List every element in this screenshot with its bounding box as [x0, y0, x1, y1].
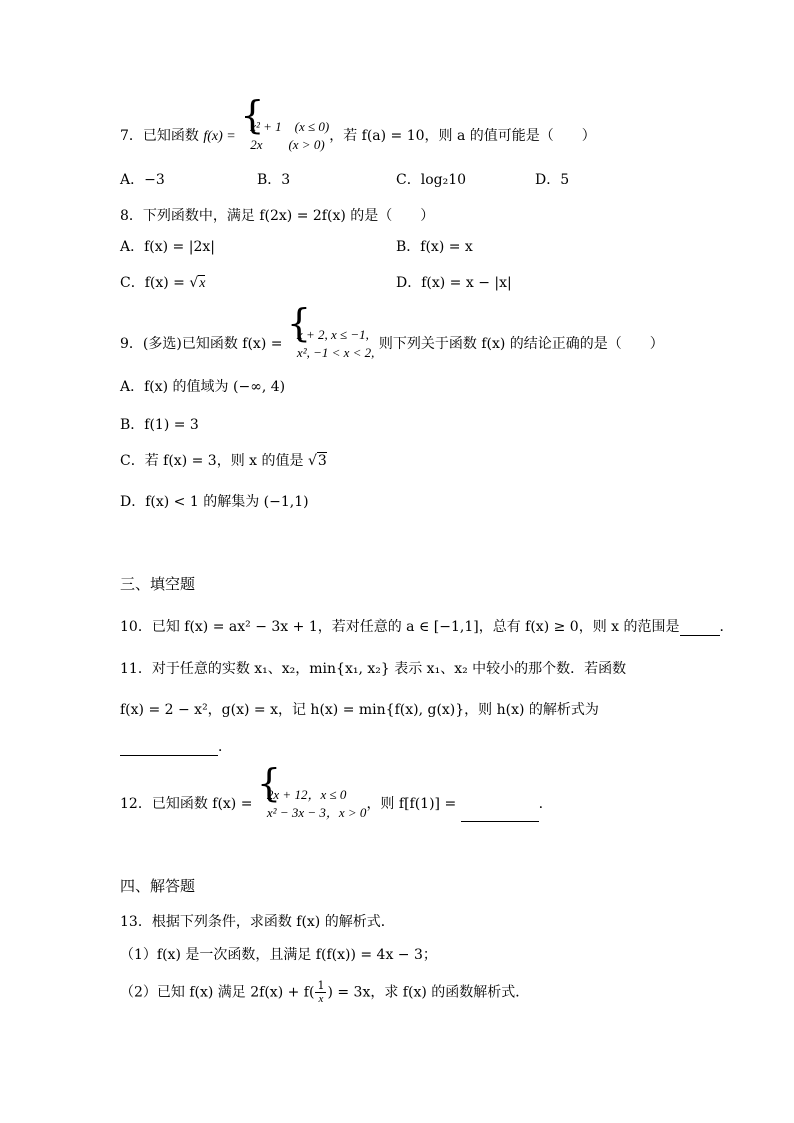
q7-stem [120, 93, 596, 154]
q12-case-2: x² − 3x − 3，x > 0 [266, 805, 367, 820]
q12-piecewise [256, 761, 367, 822]
q7-stem-post: ，若 f(a) = 10，则 a 的值可能是（ ） [329, 128, 596, 144]
left-brace-icon: { [256, 761, 282, 805]
q9-option-a: A．f(x) 的值域为 (−∞, 4) [120, 379, 286, 395]
q10-answer-blank[interactable] [680, 621, 720, 636]
q7-option-a: A．−3 [120, 172, 165, 188]
q11-line-2: f(x) = 2 − x²，g(x) = x，记 h(x) = min{f(x), g(x)}，则 h(x) 的解析式为 [120, 702, 599, 718]
q7-fx: f(x) = [203, 129, 236, 144]
q8-option-c-text: C．f(x) = [120, 275, 190, 291]
q12-stem [120, 761, 544, 822]
q10-stem [120, 618, 734, 636]
q8-option-a: A．f(x) = |2x| [120, 239, 215, 255]
q8-option-b: B．f(x) = x [396, 239, 473, 255]
q9-case-1: x + 2, x ≤ −1, [296, 327, 369, 342]
q13-fraction-numerator: 1 [317, 979, 325, 992]
q7-case-2: 2x (x > 0) [250, 137, 325, 152]
q7-option-d: D．5 [535, 172, 570, 188]
q9-stem-post: 则下列关于函数 f(x) 的结论正确的是（ ） [378, 336, 664, 352]
q7-option-b: B．3 [257, 172, 291, 188]
q9-option-d: D．f(x) < 1 的解集为 (−1,1) [120, 494, 309, 510]
q11-end: ． [218, 739, 232, 755]
q9-option-c-text: C．若 f(x) = 3，则 x 的值是 [120, 453, 308, 469]
q7-option-c: C．log₂10 [396, 172, 467, 188]
q9-piecewise [286, 301, 375, 362]
left-brace-icon: { [286, 301, 312, 345]
q13-part-2-post: ) = 3x，求 f(x) 的函数解析式． [327, 984, 530, 1001]
q7-stem-pre: 7．已知函数 [120, 128, 204, 144]
q12-end: . [538, 796, 544, 812]
q9-case-2: x², −1 < x < 2, [296, 345, 375, 360]
section-title-solve: 四、解答题 [120, 877, 196, 895]
q9-option-c [120, 452, 327, 470]
q9-option-b: B．f(1) = 3 [120, 417, 199, 433]
q10-end: ． [719, 619, 734, 635]
q11-answer [120, 738, 232, 756]
section-title-fill-in: 三、填空题 [120, 575, 196, 593]
q7-case-1: x² + 1 (x ≤ 0) [250, 119, 330, 134]
sqrt-icon: √ [189, 275, 199, 291]
q13-fraction-denominator: x [318, 993, 324, 1005]
q13-part-2 [120, 980, 529, 1005]
q13-part-2-pre: （2）已知 f(x) 满足 2f(x) + f( [120, 984, 315, 1001]
q13-stem: 13．根据下列条件，求函数 f(x) 的解析式． [120, 914, 395, 930]
q7-piecewise [240, 93, 330, 154]
q13-part-1: （1）f(x) 是一次函数，且满足 f(f(x)) = 4x − 3； [120, 947, 437, 963]
q11-answer-blank[interactable] [120, 741, 218, 756]
q8-stem: 8．下列函数中，满足 f(2x) = 2f(x) 的是（ ） [120, 208, 435, 224]
q10-text: 10．已知 f(x) = ax² − 3x + 1，若对任意的 a ∈ [−1,1]，总有 f(x) ≥ 0，则 x 的范围是 [120, 619, 680, 635]
q8-option-d: D．f(x) = x − |x| [396, 275, 512, 291]
q9-stem-pre: 9．(多选)已知函数 f(x) = [120, 336, 283, 352]
q9-option-c-radicand: 3 [317, 453, 327, 469]
q8-option-c [120, 274, 205, 293]
q12-case-1: 2x + 12，x ≤ 0 [266, 787, 347, 802]
q12-answer-blank[interactable] [461, 807, 539, 822]
left-brace-icon: { [240, 93, 265, 137]
q12-stem-post: ，则 f[f(1)] = [366, 796, 457, 812]
q13-fraction [315, 980, 326, 1005]
q12-stem-pre: 12．已知函数 f(x) = [120, 796, 253, 812]
q9-stem [120, 301, 664, 362]
sqrt-icon: √ [307, 453, 317, 469]
q11-line-1: 11．对于任意的实数 x₁、x₂，min{x₁, x₂} 表示 x₁、x₂ 中较小的那个数．若函数 [120, 661, 627, 677]
q8-option-c-radicand: x [199, 276, 206, 291]
